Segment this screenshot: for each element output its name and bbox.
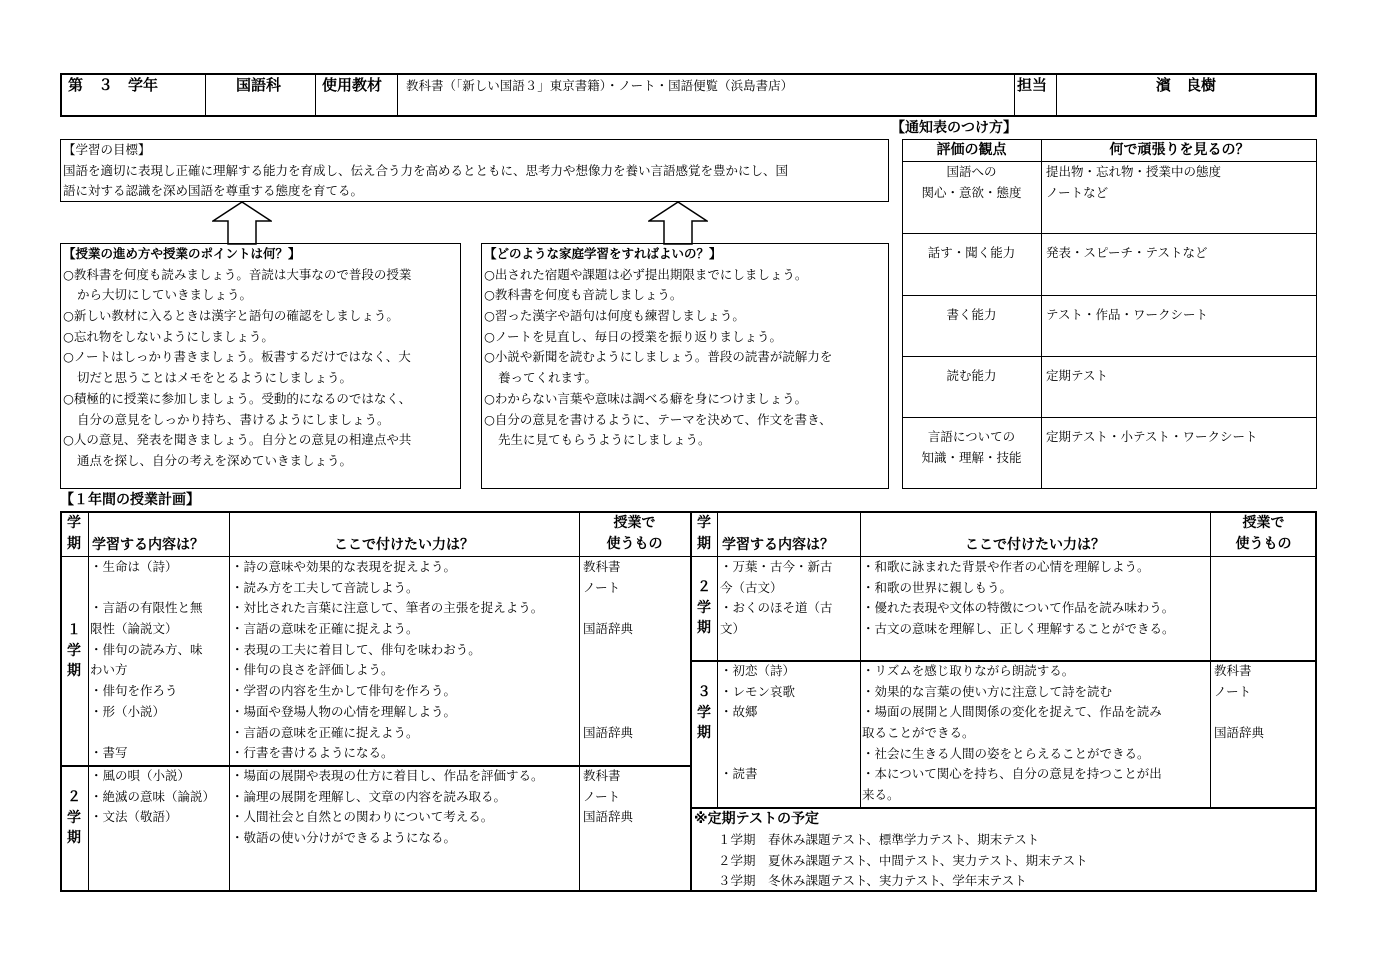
table-cell: ・言語の意味を正確に捉えよう。 xyxy=(231,621,419,637)
table-cell: ・俳句を作ろう xyxy=(90,683,178,699)
table-cell: ノート xyxy=(583,579,621,595)
table-cell: ・効果的な言葉の使い方に注意して詩を読む xyxy=(862,683,1113,699)
list-item: から大切にしていきましょう。 xyxy=(77,287,253,303)
header-content: 学習する内容は？ xyxy=(92,537,204,553)
table-cell: ・敬語の使い分けができるようになる。 xyxy=(231,830,457,846)
term1-content xyxy=(90,557,229,764)
eval-aspect: 読む能力 xyxy=(946,368,997,383)
list-item: ○忘れ物をしないようにしましょう。 xyxy=(63,328,274,344)
table-cell: ・論理の展開を理解し、文章の内容を読み取る。 xyxy=(231,788,507,804)
eval-means: 発表・スピーチ・テストなど xyxy=(1046,245,1208,260)
table-cell: ・表現の工夫に着目して、俳句を味わおう。 xyxy=(231,641,481,657)
header-skills: ここで付けたい力は？ xyxy=(965,537,1105,553)
table-cell: ・初恋（詩） xyxy=(720,663,796,678)
table-cell: 国語辞典 xyxy=(583,724,634,740)
teacher-name: 濱 良樹 xyxy=(1156,76,1217,94)
list-item: ○出された宿題や課題は必ず提出期限までにしましょう。 xyxy=(484,266,808,282)
evaluation-col-aspect: 評価の観点 xyxy=(936,142,1007,158)
table-cell: ・おくのほそ道（古 xyxy=(720,600,833,616)
list-item: ○小説や新聞を読むようにしましょう。普段の読書が読解力を xyxy=(484,349,833,365)
list-item: 切だと思うことはメモをとるようにしましょう。 xyxy=(77,370,353,386)
materials-label: 使用教材 xyxy=(322,76,383,94)
list-item: ○わからない言葉や意味は調べる癖を身につけましょう。 xyxy=(484,390,808,406)
subject: 国語科 xyxy=(236,76,282,94)
table-cell: ・場面や登場人物の心情を理解しよう。 xyxy=(231,703,457,719)
list-item: ○自分の意見を書けるように、テーマを決めて、作文を書き、 xyxy=(484,411,832,427)
list-item: ○人の意見、発表を聞きましょう。自分との意見の相違点や共 xyxy=(63,432,412,448)
eval-means: 定期テスト・小テスト・ワークシート xyxy=(1046,429,1258,444)
table-cell: ・和歌の世界に親しもう。 xyxy=(862,579,1013,595)
table-cell: ・場面の展開と人間関係の変化を捉えて、作品を読み xyxy=(862,704,1162,720)
home-study-title: 【どのような家庭学習をすればよいの？】 xyxy=(484,246,722,261)
term2-skills xyxy=(231,766,581,849)
list-item: ○教科書を何度も音読しましょう。 xyxy=(484,287,683,303)
header-use: 授業で 使うもの xyxy=(1235,515,1292,552)
table-cell: 国語辞典 xyxy=(583,809,634,825)
term2b-skills xyxy=(862,557,1212,640)
table-cell: ・読み方を工夫して音読しよう。 xyxy=(231,579,419,595)
list-item: ○ノートはしっかり書きましょう。板書するだけではなく、大 xyxy=(63,349,411,365)
table-cell: 取ることができる。 xyxy=(862,725,975,741)
table-cell: ・言語の意味を正確に捉えよう。 xyxy=(231,724,419,740)
term3-use xyxy=(1214,661,1316,744)
table-cell xyxy=(583,598,688,619)
table-cell: ・生命は（詩） xyxy=(90,559,178,574)
term2b-content xyxy=(720,557,860,640)
list-item: 養ってくれます。 xyxy=(498,370,598,386)
list-item: ○ノートを見直し、毎日の授業を振り返りましょう。 xyxy=(484,328,783,344)
goal-title: 【学習の目標】 xyxy=(63,142,151,157)
up-arrow-icon xyxy=(212,201,272,245)
evaluation-title: 【通知表のつけ方】 xyxy=(891,120,1017,136)
table-cell: 教科書 xyxy=(583,768,621,783)
header-skills: ここで付けたい力は？ xyxy=(334,537,474,553)
table-cell: ・形（小説） xyxy=(90,703,166,719)
table-cell xyxy=(583,702,688,723)
term1-skills xyxy=(231,557,581,764)
materials: 教科書（「新しい国語３」東京書籍）・ノート・国語便覧（浜島書店） xyxy=(406,78,794,93)
up-arrow-icon xyxy=(648,201,708,245)
lesson-points-title: 【授業の進め方や授業のポイントは何？】 xyxy=(63,246,301,261)
table-cell: 限性（論説文） xyxy=(90,621,178,637)
table-cell: ・俳句の読み方、味 xyxy=(90,641,203,657)
table-cell: ・本について関心を持ち、自分の意見を持つことが出 xyxy=(862,766,1162,782)
lesson-points-text xyxy=(63,244,459,472)
table-cell: ・古文の意味を理解し、正しく理解することができる。 xyxy=(862,621,1175,637)
table-cell xyxy=(583,743,688,764)
table-cell: 来る。 xyxy=(862,787,900,803)
goal-line: 語に対する認識を深め国語を尊重する態度を育てる。 xyxy=(63,183,364,199)
term1-use xyxy=(583,557,688,764)
plan-title: 【１年間の授業計画】 xyxy=(60,492,200,508)
table-cell: ・行書を書けるようになる。 xyxy=(231,745,394,761)
table-cell: ・俳句の良さを評価しよう。 xyxy=(231,662,394,678)
table-cell: 国語辞典 xyxy=(583,621,634,637)
list-item: 自分の意見をしっかり持ち、書けるようにしましょう。 xyxy=(77,411,390,427)
table-cell: ・対比された言葉に注意して、筆者の主張を捉えよう。 xyxy=(231,600,544,616)
table-cell: ・絶滅の意味（論説） xyxy=(90,788,216,804)
table-cell: 国語辞典 xyxy=(1214,725,1265,741)
table-cell: ・場面の展開や表現の仕方に着目し、作品を評価する。 xyxy=(231,768,544,783)
table-cell: ノート xyxy=(583,788,621,804)
list-item: ○積極的に授業に参加しましょう。受動的になるのではなく、 xyxy=(63,390,412,406)
list-item: ○習った漢字や語句は何度も練習しましょう。 xyxy=(484,308,745,324)
table-cell xyxy=(583,640,688,661)
eval-means: 定期テスト xyxy=(1046,368,1109,383)
eval-means: テスト・作品・ワークシート xyxy=(1046,307,1209,322)
term3-content xyxy=(720,661,860,785)
table-cell: ・書写 xyxy=(90,745,128,761)
header-term: 学 期 xyxy=(697,515,711,552)
term2-use xyxy=(583,766,688,828)
term3-skills xyxy=(862,661,1212,806)
list-item: 通点を探し、自分の考えを深めていきましょう。 xyxy=(77,452,353,468)
tests-list xyxy=(718,830,1314,892)
term1-label: １ 学 期 xyxy=(67,622,81,680)
goal-line: 国語を適切に表現し正確に理解する能力を育成し、伝え合う力を高めるとともに、思考力や想像力を養い言語感覚を豊かにし、国 xyxy=(63,162,789,178)
list-item: ２学期 夏休み課題テスト、中間テスト、実力テスト、期末テスト xyxy=(718,852,1088,868)
table-cell: ・レモン哀歌 xyxy=(720,683,796,699)
home-study-text xyxy=(484,244,887,451)
table-cell xyxy=(583,660,688,681)
table-cell: ・社会に生きる人間の姿をとらえることができる。 xyxy=(862,745,1150,761)
evaluation-col-means: 何で頑張りを見るの？ xyxy=(1109,142,1250,158)
list-item: ○新しい教材に入るときは漢字と語句の確認をしましょう。 xyxy=(63,308,399,324)
table-cell: ・故郷 xyxy=(720,704,758,720)
list-item: ３学期 冬休み課題テスト、実力テスト、学年末テスト xyxy=(718,873,1027,889)
table-cell: ・風の唄（小説） xyxy=(90,768,191,783)
table-cell: ・詩の意味や効果的な表現を捉えよう。 xyxy=(231,559,457,574)
table-cell xyxy=(90,723,229,744)
term2-label: ２ 学 期 xyxy=(67,789,81,847)
header-content: 学習する内容は？ xyxy=(722,537,834,553)
table-cell: ノート xyxy=(1214,683,1252,699)
table-cell xyxy=(583,681,688,702)
table-cell: ・優れた表現や文体の特徴について作品を読み味わう。 xyxy=(862,600,1175,616)
table-cell: ・文法（敬語） xyxy=(90,809,178,825)
tests-title: ※定期テストの予定 xyxy=(694,811,820,827)
table-cell: ・読書 xyxy=(720,766,758,782)
table-cell: ・和歌に詠まれた背景や作者の心情を理解しよう。 xyxy=(862,559,1150,574)
list-item: ○教科書を何度も読みましょう。音読は大事なので普段の授業 xyxy=(63,266,412,282)
list-item: １学期 春休み課題テスト、標準学力テスト、期末テスト xyxy=(718,832,1040,847)
teacher-label: 担当 xyxy=(1017,76,1048,94)
eval-means: 提出物・忘れ物・授業中の態度 ノートなど xyxy=(1046,164,1222,200)
table-cell: 教科書 xyxy=(583,559,621,574)
header-use: 授業で 使うもの xyxy=(606,515,663,552)
table-cell: 文） xyxy=(720,621,746,637)
table-cell xyxy=(90,578,229,599)
goal-text xyxy=(63,140,887,202)
term2-label: ２ 学 期 xyxy=(697,579,711,637)
table-cell: 教科書 xyxy=(1214,663,1252,678)
eval-aspect: 国語への 関心・意欲・態度 xyxy=(921,164,1022,200)
table-cell xyxy=(720,744,860,765)
list-item: 先生に見てもらうようにしましょう。 xyxy=(498,432,711,448)
eval-aspect: 話す・聞く能力 xyxy=(927,245,1016,260)
table-cell: 今（古文） xyxy=(720,579,783,595)
table-cell xyxy=(1214,702,1316,723)
table-cell: ・学習の内容を生かして俳句を作ろう。 xyxy=(231,683,457,699)
eval-aspect: 言語についての 知識・理解・技能 xyxy=(921,429,1022,465)
term2-content xyxy=(90,766,229,828)
eval-aspect: 書く能力 xyxy=(946,307,997,322)
table-cell xyxy=(720,723,860,744)
table-cell: ・人間社会と自然との関わりについて考える。 xyxy=(231,809,494,825)
table-cell: ・リズムを感じ取りながら朗読する。 xyxy=(862,663,1075,678)
grade-label: 第 ３ 学年 xyxy=(68,76,159,94)
table-cell: わい方 xyxy=(90,662,128,678)
header-term: 学 期 xyxy=(67,515,81,552)
table-cell: ・言語の有限性と無 xyxy=(90,600,203,616)
term3-label: ３ 学 期 xyxy=(697,684,711,742)
table-cell: ・万葉・古今・新古 xyxy=(720,559,833,574)
